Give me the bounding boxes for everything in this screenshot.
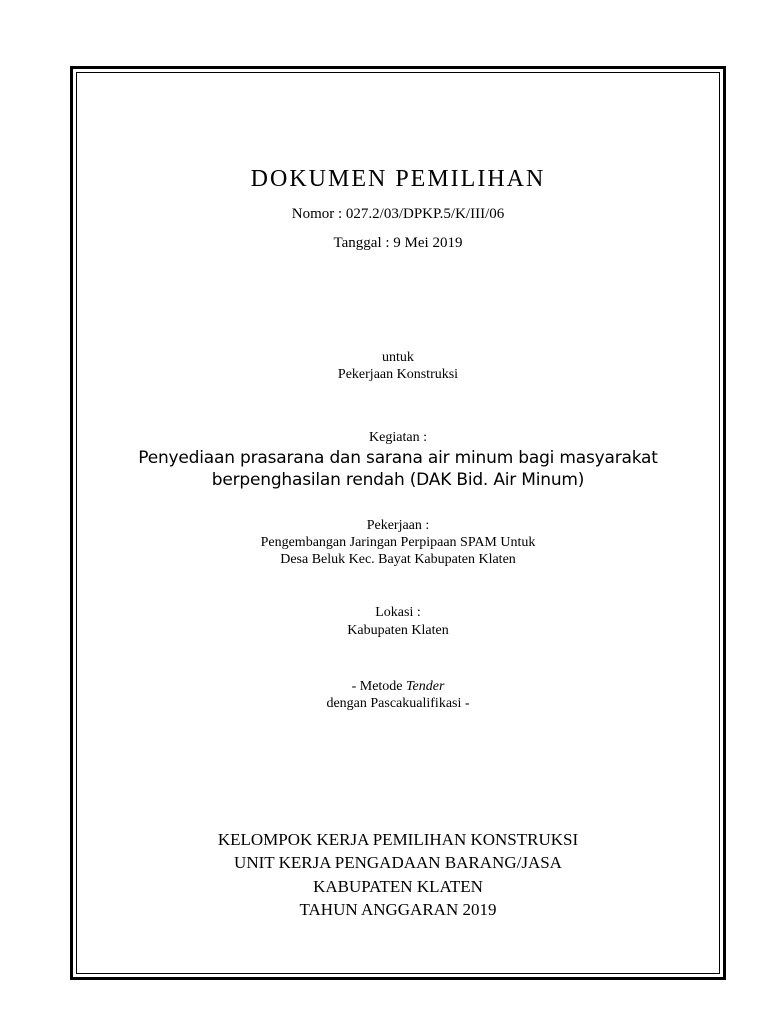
footer-line-1: KELOMPOK KERJA PEMILIHAN KONSTRUKSI — [217, 830, 579, 849]
work-line-2: Desa Beluk Kec. Bayat Kabupaten Klaten — [280, 552, 516, 567]
location-label: Lokasi : — [375, 605, 421, 620]
document-title: DOKUMEN PEMILIHAN — [250, 166, 546, 192]
method-name: Tender — [406, 679, 445, 694]
method-line-2: dengan Pascakualifikasi - — [326, 696, 470, 711]
footer-line-4: TAHUN ANGGARAN 2019 — [299, 900, 497, 919]
method-prefix: - Metode — [351, 679, 407, 694]
method-line-1 — [76, 679, 720, 695]
work-line-1: Pengembangan Jaringan Perpipaan SPAM Untuk — [260, 535, 536, 550]
work-type: Pekerjaan Konstruksi — [337, 367, 459, 382]
document-page — [76, 72, 720, 974]
footer-line-3: KABUPATEN KLATEN — [313, 877, 483, 896]
purpose-label: untuk — [382, 350, 414, 365]
activity-label: Kegiatan : — [369, 430, 427, 445]
document-number: Nomor : 027.2/03/DPKP.5/K/III/06 — [291, 206, 505, 222]
document-date: Tanggal : 9 Mei 2019 — [333, 235, 463, 251]
activity-line-2: berpenghasilan rendah (DAK Bid. Air Minum) — [211, 470, 585, 490]
location-value: Kabupaten Klaten — [347, 623, 449, 638]
work-label: Pekerjaan : — [366, 518, 430, 533]
footer-line-2: UNIT KERJA PENGADAAN BARANG/JASA — [234, 853, 562, 872]
activity-line-1: Penyediaan prasarana dan sarana air minum bagi masyarakat — [138, 448, 658, 468]
